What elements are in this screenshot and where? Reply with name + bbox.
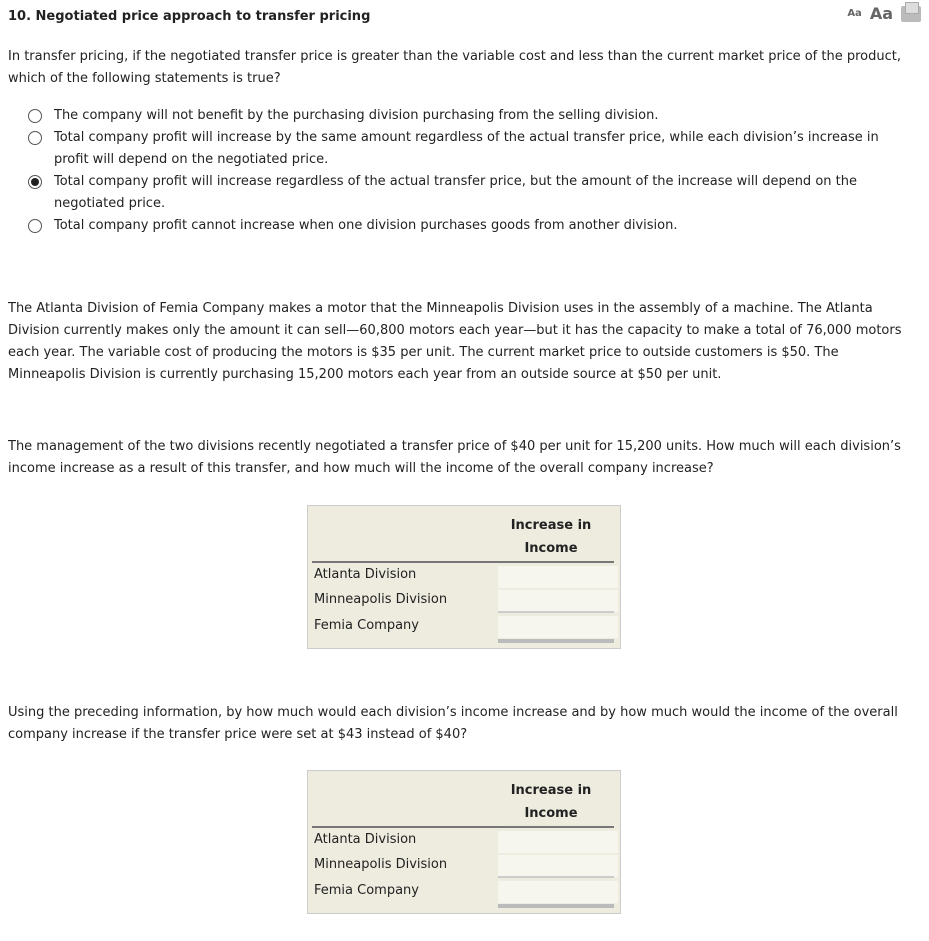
- option-1[interactable]: [28, 105, 898, 127]
- radio-button[interactable]: [28, 109, 42, 123]
- femia-input[interactable]: [498, 881, 618, 903]
- income-table-1: [307, 505, 621, 649]
- option-2[interactable]: [28, 127, 898, 171]
- row-label-femia: Femia Company: [314, 883, 419, 898]
- toolbar: [847, 4, 921, 23]
- header-divider: [312, 561, 614, 563]
- column-header: Increase in Income: [510, 783, 592, 821]
- divider: [498, 876, 614, 878]
- row-label-minneapolis: Minneapolis Division: [314, 592, 448, 607]
- row-label-minneapolis: Minneapolis Division: [314, 857, 448, 872]
- answer-options: [28, 105, 898, 237]
- header-divider: [312, 826, 614, 828]
- question-paragraph-2: Using the preceding information, by how much would each division’s income increase and by how much would the income of the overall company increase if the transfer price were set at $43 instead of $40?: [8, 705, 898, 742]
- total-divider: [498, 904, 614, 908]
- divider: [498, 611, 614, 613]
- minneapolis-input[interactable]: [498, 855, 618, 877]
- femia-input[interactable]: [498, 616, 618, 638]
- increase-font-button[interactable]: Aa: [869, 4, 893, 23]
- option-label: Total company profit will increase by the same amount regardless of the actual transfer price, while each division’s increase in profit will depend on the negotiated price.: [54, 130, 879, 167]
- row-label-atlanta: Atlanta Division: [314, 567, 417, 582]
- row-label-atlanta: Atlanta Division: [314, 832, 417, 847]
- print-icon[interactable]: [901, 6, 921, 22]
- row-label-femia: Femia Company: [314, 618, 419, 633]
- atlanta-input[interactable]: [498, 566, 618, 588]
- option-label: Total company profit will increase regardless of the actual transfer price, but the amount of the increase will depend on the negotiated price.: [54, 174, 857, 211]
- question-paragraph-1: The management of the two divisions recently negotiated a transfer price of $40 per unit for 15,200 units. How much will each division’s income increase as a result of this transfer, and how much will the income of the overall company increase?: [8, 439, 901, 476]
- radio-button[interactable]: [28, 219, 42, 233]
- radio-button[interactable]: [28, 131, 42, 145]
- option-label: The company will not benefit by the purchasing division purchasing from the selling division.: [54, 108, 659, 123]
- question-title: 10. Negotiated price approach to transfer pricing: [8, 9, 371, 24]
- column-header: Increase in Income: [510, 518, 592, 556]
- total-divider: [498, 639, 614, 643]
- question-text: In transfer pricing, if the negotiated transfer price is greater than the variable cost and less than the current market price of the product, which of the following statements is true?: [8, 49, 901, 86]
- option-3[interactable]: [28, 171, 898, 215]
- scenario-paragraph: The Atlanta Division of Femia Company makes a motor that the Minneapolis Division uses in the assembly of a machine. The Atlanta Division currently makes only the amount it can sell—60,800 motors each year—but it has the capacity to make a total of 76,000 motors each year. The variable cost of producing the motors is $35 per unit. The current market price to outside customers is $50. The Minneapolis Division is currently purchasing 15,200 motors each year from an outside source at $50 per unit.: [8, 301, 902, 382]
- atlanta-input[interactable]: [498, 831, 618, 853]
- option-4[interactable]: [28, 215, 898, 237]
- minneapolis-input[interactable]: [498, 590, 618, 612]
- radio-button-selected[interactable]: [28, 175, 42, 189]
- decrease-font-button[interactable]: Aa: [847, 8, 862, 19]
- income-table-2: [307, 770, 621, 914]
- option-label: Total company profit cannot increase when one division purchases goods from another division.: [54, 218, 678, 233]
